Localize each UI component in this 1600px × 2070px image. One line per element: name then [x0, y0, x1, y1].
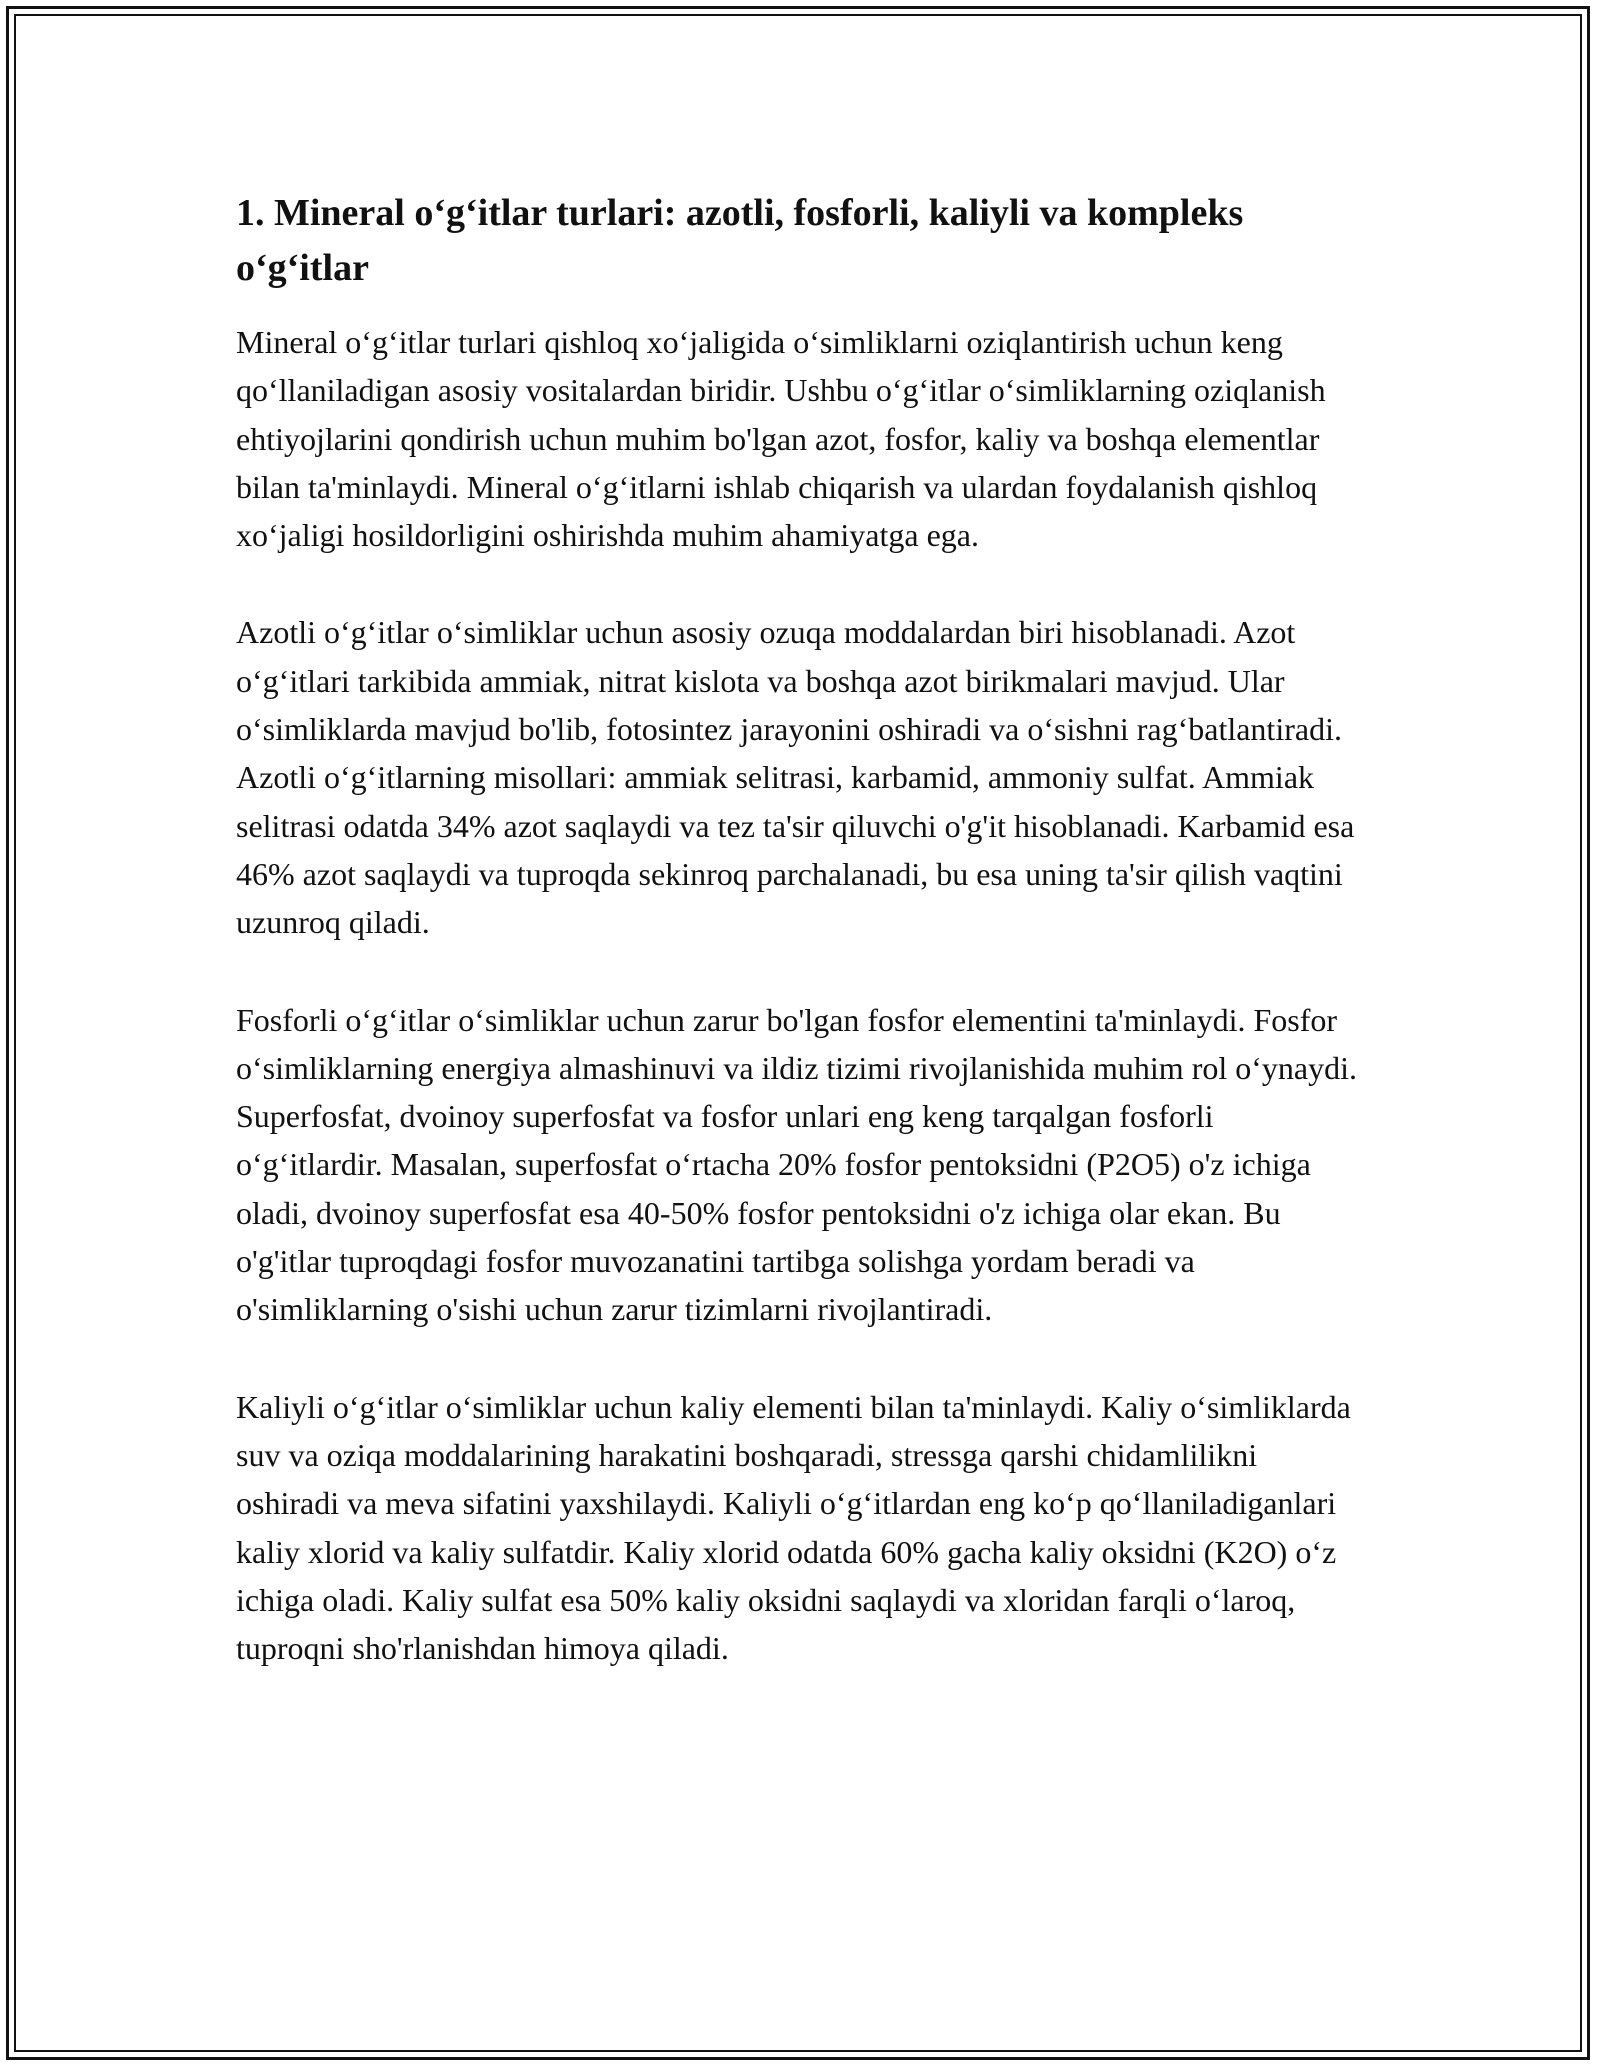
- paragraph-phosphorus: Fosforli o‘g‘itlar o‘simliklar uchun zarur bo'lgan fosfor elementini ta'minlaydi. Fosfor o‘simliklarning energiya almashinuvi va ildiz tizimi rivojlanishida muhim rol o‘ynaydi. Superfosfat, dvoinoy superfosfat va fosfor unlari eng keng tarqalgan fosforli o‘g‘itlardir. Masalan, superfosfat o‘rtacha 20% fosfor pentoksidni (P2O5) o'z ichiga oladi, dvoinoy superfosfat esa 40-50% fosfor pentoksidni o'z ichiga olar ekan. Bu o'g'itlar tuproqdagi fosfor muvozanatini tartibga solishga yordam beradi va o'simliklarning o'sishi uchun zarur tizimlarni rivojlantiradi.: [236, 1001, 1357, 1328]
- paragraph-potassium: Kaliyli o‘g‘itlar o‘simliklar uchun kaliy elementi bilan ta'minlaydi. Kaliy o‘simliklarda suv va oziqa moddalarining harakatini boshqaradi, stressga qarshi chidamlilikni oshiradi va meva sifatini yaxshilaydi. Kaliyli o‘g‘itlardan eng ko‘p qo‘llaniladiganlari kaliy xlorid va kaliy sulfatdir. Kaliy xlorid odatda 60% gacha kaliy oksidni (K2O) o‘z ichiga oladi. Kaliy sulfat esa 50% kaliy oksidni saqlaydi va xloridan farqli o‘laroq, tuproqni sho'rlanishdan himoya qiladi.: [236, 1388, 1351, 1667]
- paragraph-intro: Mineral o‘g‘itlar turlari qishloq xo‘jaligida o‘simliklarni oziqlantirish uchun keng qo‘llaniladigan asosiy vositalardan biridir. Ushbu o‘g‘itlar o‘simliklarning oziqlanish ehtiyojlarini qondirish uchun muhim bo'lgan azot, fosfor, kaliy va boshqa elementlar bilan ta'minlaydi. Mineral o‘g‘itlarni ishlab chiqarish va ulardan foydalanish qishloq xo‘jaligi hosildorligini oshirishda muhim ahamiyatga ega.: [236, 324, 1326, 554]
- document-body: [236, 186, 1368, 1721]
- section-heading: 1. Mineral o‘g‘itlar turlari: azotli, fosforli, kaliyli va kompleks o‘g‘itlar: [236, 192, 1244, 289]
- paragraph-nitrogen: Azotli o‘g‘itlar o‘simliklar uchun asosiy ozuqa moddalardan biri hisoblanadi. Azot o‘g‘itlari tarkibida ammiak, nitrat kislota va boshqa azot birikmalari mavjud. Ular o‘simliklarda mavjud bo'lib, fotosintez jarayonini oshiradi va o‘sishni rag‘batlantiradi. Azotli o‘g‘itlarning misollari: ammiak selitrasi, karbamid, ammoniy sulfat. Ammiak selitrasi odatda 34% azot saqlaydi va tez ta'sir qiluvchi o'g'it hisoblanadi. Karbamid esa 46% azot saqlaydi va tuproqda sekinroq parchalanadi, bu esa uning ta'sir qilish vaqtini uzunroq qiladi.: [236, 614, 1355, 941]
